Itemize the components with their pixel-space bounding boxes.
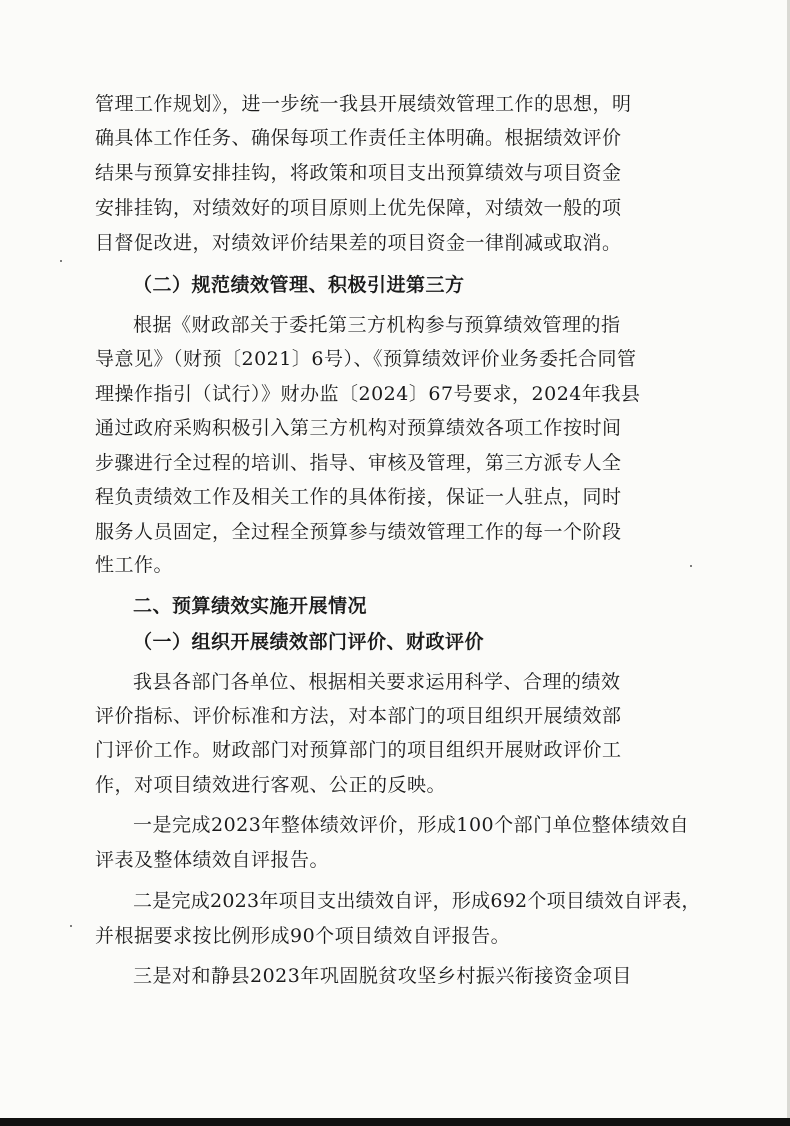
section-heading: （二）规范绩效管理、积极引进第三方 [133, 274, 465, 296]
paragraph-line: 作，对项目绩效进行客观、公正的反映。 [95, 774, 447, 796]
paragraph-line: 并根据要求按比例形成90个项目绩效自评报告。 [95, 925, 511, 947]
scan-speck [70, 925, 72, 927]
paragraph-line: 结果与预算安排挂钩，将政策和项目支出预算绩效与项目资金 [95, 162, 622, 184]
paragraph-line: 评表及整体绩效自评报告。 [95, 849, 330, 871]
paragraph-line: 性工作。 [95, 554, 174, 576]
paragraph-line: 导意见》（财预〔2021〕6号）、《预算绩效评价业务委托合同管 [95, 348, 637, 370]
paragraph-line: 目督促改进，对绩效评价结果差的项目资金一律削减或取消。 [95, 232, 622, 254]
section-heading: （一）组织开展绩效部门评价、财政评价 [133, 631, 485, 653]
section-heading: 二、预算绩效实施开展情况 [133, 595, 368, 617]
paragraph-line: 理操作指引（试行）》财办监〔2024〕67号要求，2024年我县 [95, 383, 641, 405]
paragraph-line: 根据《财政部关于委托第三方机构参与预算绩效管理的指 [133, 314, 621, 336]
paragraph-line: 安排挂钩，对绩效好的项目原则上优先保障，对绩效一般的项 [95, 197, 622, 219]
paragraph-line: 步骤进行全过程的培训、指导、审核及管理，第三方派专人全 [95, 452, 622, 474]
paragraph-line: 程负责绩效工作及相关工作的具体衔接，保证一人驻点，同时 [95, 486, 622, 508]
scan-bottom-border [0, 1118, 790, 1126]
paragraph-line: 管理工作规划》，进一步统一我县开展绩效管理工作的思想，明 [95, 93, 632, 115]
paragraph-line: 我县各部门各单位、根据相关要求运用科学、合理的绩效 [133, 671, 621, 693]
paragraph-line: 一是完成2023年整体绩效评价，形成100个部门单位整体绩效自 [133, 814, 690, 836]
paragraph-line: 服务人员固定，全过程全预算参与绩效管理工作的每一个阶段 [95, 521, 622, 543]
paragraph-line: 二是完成2023年项目支出绩效自评，形成692个项目绩效自评表， [133, 890, 701, 912]
paragraph-line: 通过政府采购积极引入第三方机构对预算绩效各项工作按时间 [95, 417, 622, 439]
paragraph-line: 评价指标、评价标准和方法，对本部门的项目组织开展绩效部 [95, 705, 622, 727]
paragraph-line: 确具体工作任务、确保每项工作责任主体明确。根据绩效评价 [95, 127, 622, 149]
paragraph-line: 门评价工作。财政部门对预算部门的项目组织开展财政评价工 [95, 739, 622, 761]
paragraph-line: 三是对和静县2023年巩固脱贫攻坚乡村振兴衔接资金项目 [133, 965, 632, 987]
scan-speck [60, 260, 62, 262]
scan-speck [690, 565, 692, 567]
